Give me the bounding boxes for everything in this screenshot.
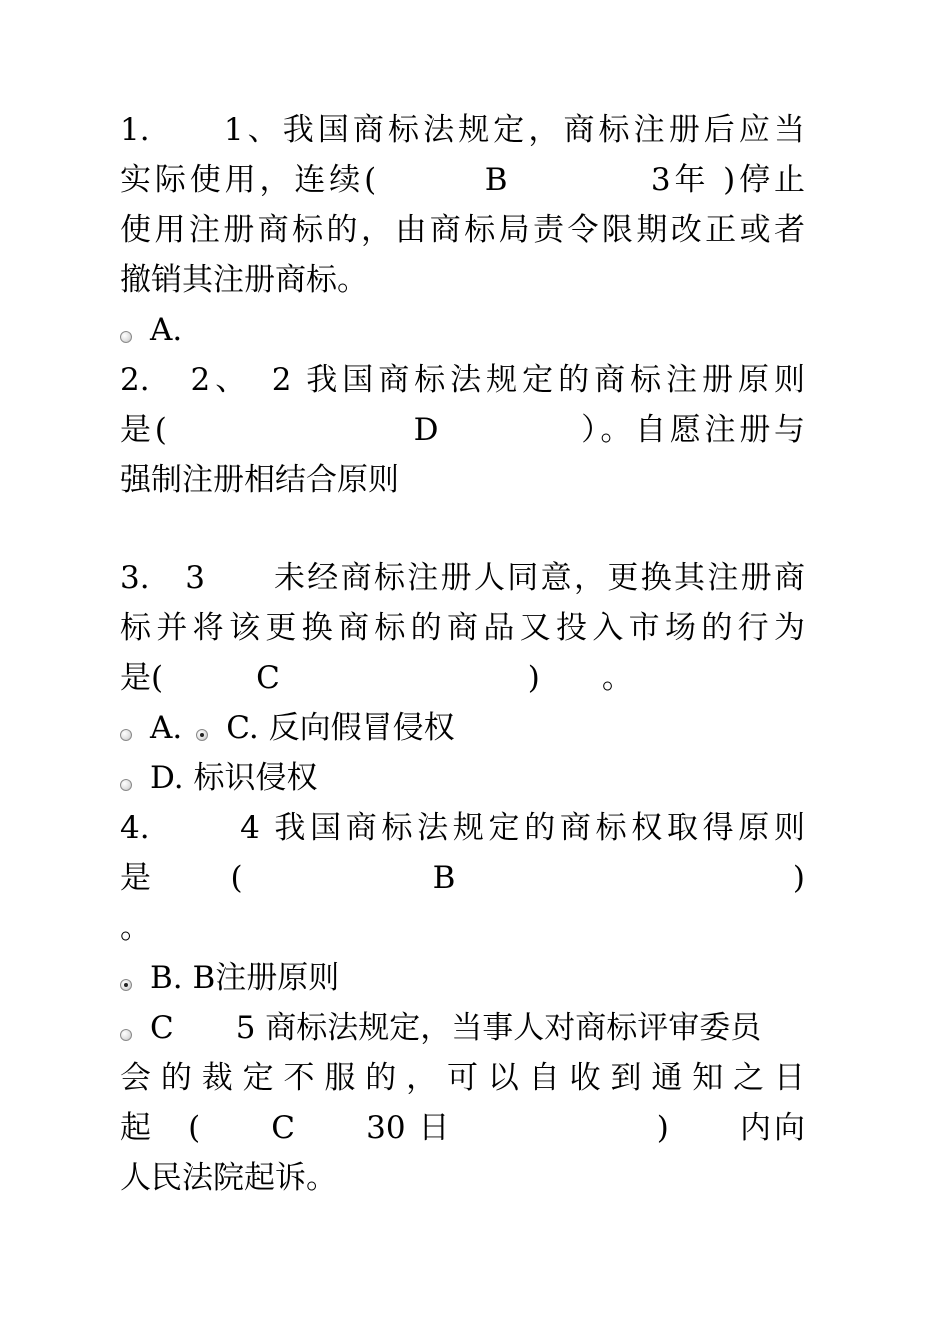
- radio-unchecked-icon[interactable]: [120, 331, 132, 343]
- q2-line-2: 是( D ）。自愿注册与: [120, 412, 805, 448]
- q3-options-row-1: [120, 703, 455, 753]
- q3-line-2: 标并将该更换商标的商品又投入市场的行为: [120, 610, 805, 646]
- q4-line-1: 4. 4 我国商标法规定的商标权取得原则: [120, 810, 805, 846]
- q5-line-1-row: [120, 1003, 805, 1053]
- q1-line-1: 1. 1、我国商标法规定，商标注册后应当: [120, 112, 805, 148]
- q4-option-b[interactable]: [120, 953, 339, 1003]
- q4-option-b-label: B. B注册原则: [150, 960, 340, 996]
- q1-line-3: 使用注册商标的，由商标局责令限期改正或者: [120, 212, 805, 248]
- q2-line-3: 强制注册相结合原则: [120, 462, 399, 498]
- q1-option-a-label: A.: [150, 312, 183, 348]
- radio-checked-icon[interactable]: [120, 979, 132, 991]
- q1-line-4: 撤销其注册商标。: [120, 262, 368, 298]
- q5-line-3: 起 ( C 30 日 ) 内向: [120, 1110, 805, 1146]
- radio-checked-icon[interactable]: [196, 729, 208, 741]
- q3-option-d[interactable]: [120, 753, 317, 803]
- q2-line-1: 2. 2、 2 我国商标法规定的商标注册原则: [120, 362, 805, 398]
- q4-line-3: 。: [120, 910, 151, 946]
- q5-line-1: C 5 商标法规定，当事人对商标评审委员: [150, 1010, 762, 1046]
- q3-line-1: 3. 3 未经商标注册人同意，更换其注册商: [120, 560, 805, 596]
- radio-unchecked-icon[interactable]: [120, 779, 132, 791]
- q3-option-d-label: D. 标识侵权: [150, 760, 318, 796]
- radio-unchecked-icon[interactable]: [120, 729, 132, 741]
- q3-option-c-label: C. 反向假冒侵权: [226, 710, 455, 746]
- q5-line-2: 会的裁定不服的，可以自收到通知之日: [120, 1060, 805, 1096]
- q5-line-4: 人民法院起诉。: [120, 1160, 337, 1196]
- q1-option-a[interactable]: [120, 305, 182, 355]
- q3-line-3: 是( C ) 。: [120, 660, 633, 696]
- radio-unchecked-icon[interactable]: [120, 1029, 132, 1041]
- q4-line-2: 是 ( B ): [120, 860, 805, 896]
- q1-line-2: 实际使用，连续( B 3年 )停止: [120, 162, 805, 198]
- q3-option-a-label: A.: [150, 710, 183, 746]
